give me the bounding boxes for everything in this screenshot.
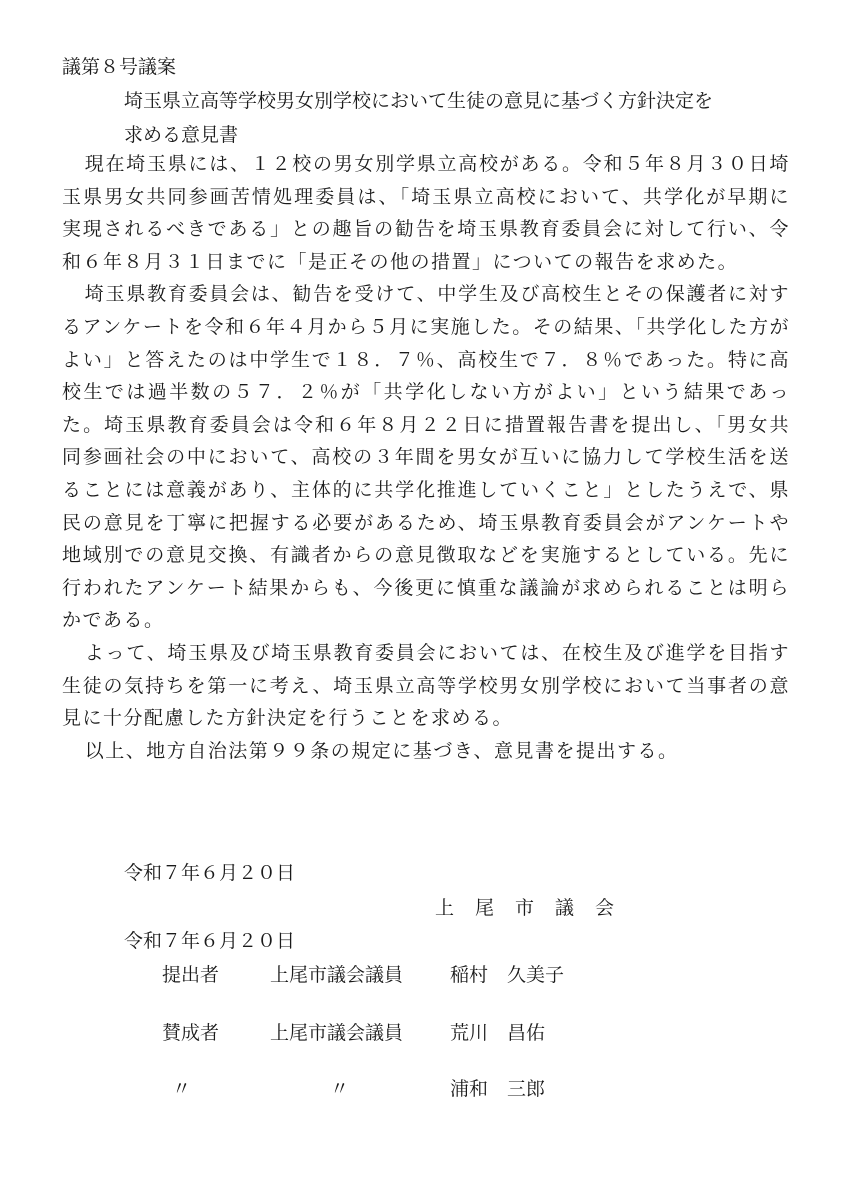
- submitter-role: 提出者: [162, 964, 220, 986]
- supporter-row: [0, 1018, 845, 1048]
- submitter-title: 上尾市議会議員: [270, 964, 404, 986]
- supporter-name: 荒川 昌佑: [450, 1022, 546, 1044]
- supporter2-name: 浦和 三郎: [450, 1078, 546, 1100]
- supporter2-row: [0, 1074, 845, 1104]
- bill-number: 議第８号議案: [62, 56, 177, 78]
- document-body: [62, 148, 790, 767]
- paragraph-3: よって、埼玉県及び埼玉県教育委員会においては、在校生及び進学を目指す生徒の気持ちを第一に考え、埼玉県立高等学校男女別学校において当事者の意見に十分配慮した方針決定を行うことを求める。: [62, 641, 790, 730]
- date-submitted: 令和７年６月２０日: [124, 930, 296, 952]
- document-title: [124, 84, 784, 152]
- paragraph-1: 現在埼玉県には、１２校の男女別学県立高校がある。令和５年８月３０日埼玉県男女共同参画苦情処理委員は、「埼玉県立高校において、共学化が早期に実現されるべきである」との趣旨の勧告を埼玉県教育委員会に対して行い、令和６年８月３１日までに「是正その他の措置」についての報告を求めた。: [62, 153, 790, 273]
- submitter-row: [0, 960, 845, 990]
- paragraph-4: 以上、地方自治法第９９条の規定に基づき、意見書を提出する。: [84, 739, 679, 762]
- paragraph-2: 埼玉県教育委員会は、勧告を受けて、中学生及び高校生とその保護者に対するアンケートを令和６年４月から５月に実施した。その結果、「共学化した方がよい」と答えたのは中学生で１８．７％、高校生で７．８％であった。特に高校生では過半数の５７．２％が「共学化しない方がよい」という結果であった。埼玉県教育委員会は令和６年８月２２日に措置報告書を提出し、「男女共同参画社会の中において、高校の３年間を男女が互いに協力して学校生活を送ることには意義があり、主体的に共学化推進していくこと」としたうえで、県民の意見を丁寧に把握する必要があるため、埼玉県教育委員会がアンケートや地域別での意見交換、有識者からの意見徴取などを実施するとしている。先に行われたアンケート結果からも、今後更に慎重な議論が求められることは明らかである。: [62, 283, 790, 632]
- title-line-1: 埼玉県立高等学校男女別学校において生徒の意見に基づく方針決定を: [124, 90, 714, 112]
- title-line-2: 求める意見書: [124, 124, 239, 146]
- ditto-role-mark: 〃: [172, 1078, 192, 1100]
- ditto-title-mark: 〃: [330, 1078, 350, 1100]
- submitter-name: 稲村 久美子: [450, 964, 565, 986]
- supporter-title: 上尾市議会議員: [270, 1022, 404, 1044]
- council-name: 上尾市議会: [435, 897, 636, 919]
- date-adopted: 令和７年６月２０日: [124, 862, 296, 884]
- supporter-role: 賛成者: [162, 1022, 220, 1044]
